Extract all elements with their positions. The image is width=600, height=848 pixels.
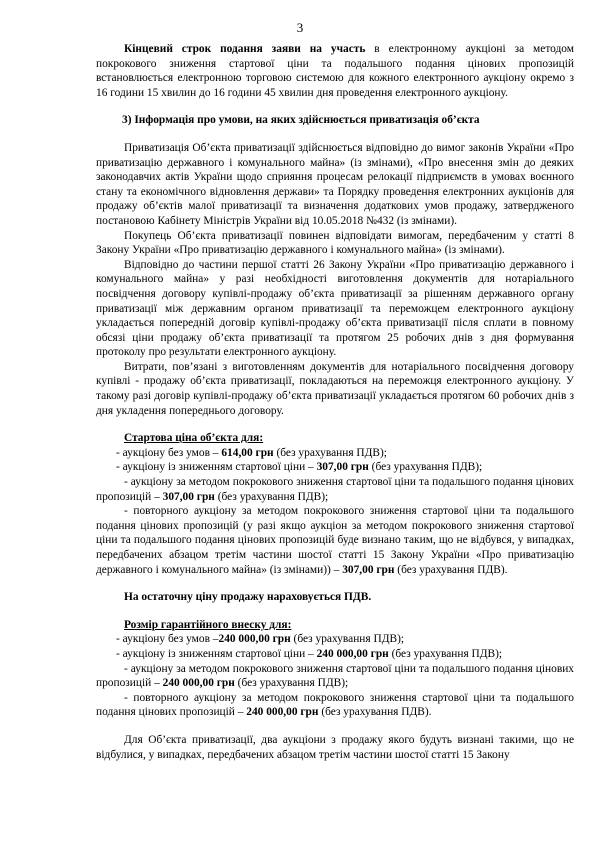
vat-note: На остаточну ціну продажу нараховується ПДВ. xyxy=(124,591,372,604)
page-number: 3 xyxy=(296,20,304,35)
paragraph-buyer-requirements: Покупець Об’єкта приватизації повинен відповідати вимогам, передбаченим у статті 8 Закону України «Про приватизацію державного і комунального майна» (із змінами). xyxy=(96,229,574,257)
page-content xyxy=(96,42,574,762)
deadline-text: в електронному аукціоні за методом покрокового зниження стартової ціни та подальшого подання цінових пропозицій встановлюється електронною торговою системою для кожного електронного аукціону окремо з 16 години 15 хвилин до 16 години 45 хвилин дня проведення електронного аукціону. xyxy=(96,43,574,99)
deadline-paragraph xyxy=(96,42,574,100)
paragraph-legal-basis: Приватизація Об’єкта приватизації здійснюється відповідно до вимог законів України «Про приватизацію державного і комунального майна» (із змінами), «Про внесення змін до деяких законодавчих актів України щодо сприяння процесам релокації підприємств в умовах воєнного стану та економічного відновлення держави» та Порядку проведення електронних аукціонів для продажу об’єктів малої приватизації та визначення додаткових умов продажу, затвердженого постановою Кабінету Міністрів України від 10.05.2018 №432 (із змінами). xyxy=(96,141,574,227)
guarantee-item: - аукціону без умов –240 000,00 грн (без урахування ПДВ); xyxy=(116,633,405,646)
guarantee-item: - аукціону із зниженням стартової ціни – 240 000,00 грн (без урахування ПДВ); xyxy=(116,647,503,660)
start-price-item: - аукціону за методом покрокового зниження стартової ціни та подальшого подання цінових пропозицій – 307,00 грн (без урахування ПДВ); xyxy=(96,476,574,503)
paragraph-preliminary-contract: Відповідно до частини першої статті 26 Закону України «Про приватизацію державного і комунального майна» у разі необхідності виготовлення документів для нотаріального посвідчення договору купівлі-продажу об’єкта приватизації за рішенням державного органу приватизації між державним органом приватизації та переможцем електронного аукціону укладається попередній договір купівлі-продажу об’єкта приватизації після сплати в повному обсязі ціни продажу об’єкта приватизації та протягом 25 робочих днів з дня формування протоколу про результати електронного аукціону. xyxy=(96,258,574,359)
guarantee-heading: Розмір гарантійного внеску для: xyxy=(124,618,292,631)
start-price-item: - аукціону без умов – 614,00 грн (без урахування ПДВ); xyxy=(116,446,387,459)
guarantee-item: - повторного аукціону за методом покрокового зниження стартової ціни та подальшого подання цінових пропозицій – 240 000,00 грн (без урахування ПДВ). xyxy=(96,691,574,719)
section-3-heading: 3) Інформація про умови, на яких здійснюється приватизація об’єкта xyxy=(122,114,480,127)
guarantee-item: - аукціону за методом покрокового зниження стартової ціни та подальшого подання цінових пропозицій – 240 000,00 грн (без урахування ПДВ); xyxy=(96,662,574,690)
start-price-item: - повторного аукціону за методом покрокового зниження стартової ціни та подальшого подання цінових пропозицій (у разі якщо аукціон за методом покрокового зниження стартової ціни та подальшого подання цінових пропозицій буде визнано таким, що не відбувся, у випадках, передбачених абзацом третім частини шостої статті 15 Закону України «Про приватизацію державного і комунального майна» (із змінами)) – 307,00 грн (без урахування ПДВ). xyxy=(96,505,574,576)
paragraph-costs: Витрати, пов’язані з виготовленням документів для нотаріального посвідчення договору купівлі - продажу об’єкта приватизації, покладаються на переможця електронного аукціону. У такому разі договір купівлі-продажу об’єкта приватизації укладається протягом 60 робочих днів з дня укладення попереднього договору. xyxy=(96,360,574,417)
deadline-lead: Кінцевий строк подання заяви на участь xyxy=(124,43,366,55)
start-price-heading: Стартова ціна об’єкта для: xyxy=(124,432,264,445)
start-price-item: - аукціону із зниженням стартової ціни – 307,00 грн (без урахування ПДВ); xyxy=(116,461,483,474)
final-paragraph: Для Об’єкта приватизації, два аукціони з продажу якого будуть визнані такими, що не відбулися, у випадках, передбачених абзацом третім частини шостої статті 15 Закону xyxy=(96,733,574,761)
